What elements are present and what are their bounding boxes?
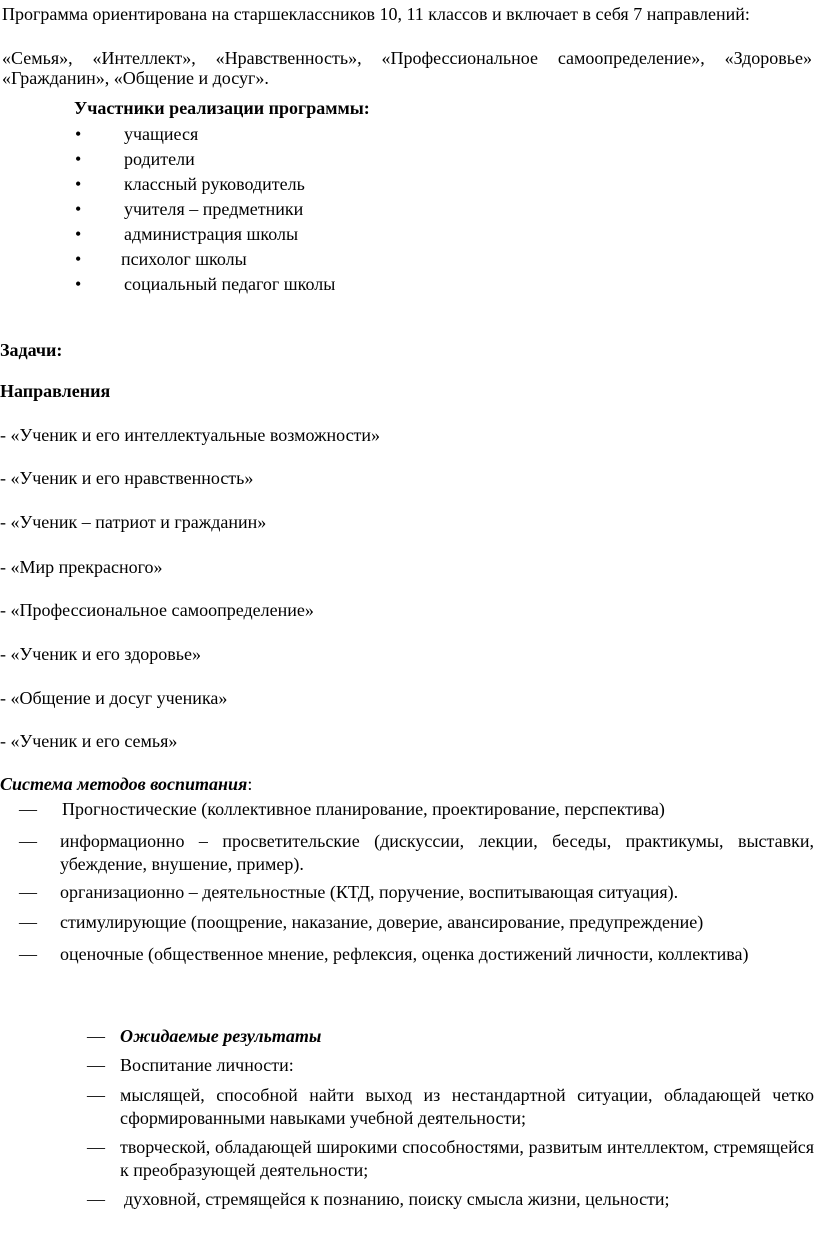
- dash-icon: —: [87, 1055, 105, 1075]
- dash-icon: —: [87, 1189, 105, 1209]
- directions-heading: Направления: [0, 381, 111, 401]
- bullet-icon: •: [75, 274, 82, 294]
- dash-icon: —: [19, 944, 37, 964]
- bullet-icon: •: [75, 249, 82, 269]
- method-item: — стимулирующие (поощрение, наказание, доверие, авансирование, предупреждение): [19, 912, 704, 932]
- result-item: — творческой, обладающей широкими способностями, развитым интеллектом, стремящейся к преобразующей деятельности;: [87, 1137, 814, 1180]
- method-item: — Прогностические (коллективное планирование, проектирование, перспектива): [19, 799, 665, 819]
- bullet-icon: •: [75, 174, 82, 194]
- dash-icon: —: [19, 799, 37, 819]
- dash-icon: —: [19, 912, 37, 932]
- direction-item: - «Ученик – патриот и гражданин»: [0, 512, 267, 532]
- dash-icon: —: [19, 882, 37, 902]
- result-item: — Воспитание личности:: [87, 1055, 294, 1075]
- bullet-icon: •: [75, 224, 82, 244]
- direction-item: - «Профессиональное самоопределение»: [0, 600, 314, 620]
- dash-icon: —: [87, 1137, 105, 1157]
- results-title: — Ожидаемые результаты: [87, 1026, 322, 1046]
- result-item: — мыслящей, способной найти выход из нестандартной ситуации, обладающей четко сформированными навыками учебной деятельности;: [87, 1085, 814, 1128]
- methods-title: Система методов воспитания:: [0, 774, 253, 794]
- direction-item: - «Ученик и его интеллектуальные возможности»: [0, 425, 381, 445]
- dash-icon: —: [87, 1026, 105, 1046]
- direction-item: - «Общение и досуг ученика»: [0, 688, 228, 708]
- dash-icon: —: [87, 1085, 105, 1105]
- intro-paragraph-2: «Семья», «Интеллект», «Нравственность», «Профессиональное самоопределение», «Здоровье» «Гражданин», «Общение и досуг».: [2, 48, 812, 88]
- direction-item: - «Ученик и его здоровье»: [0, 644, 201, 664]
- method-item: — оценочные (общественное мнение, рефлексия, оценка достижений личности, коллектива): [19, 944, 749, 964]
- tasks-heading: Задачи:: [0, 340, 63, 360]
- method-item: — организационно – деятельностные (КТД, поручение, воспитывающая ситуация).: [19, 882, 679, 902]
- bullet-icon: •: [75, 149, 82, 169]
- dash-icon: —: [19, 831, 37, 851]
- bullet-icon: •: [75, 124, 82, 144]
- direction-item: - «Мир прекрасного»: [0, 557, 163, 577]
- intro-paragraph-1: Программа ориентирована на старшеклассников 10, 11 классов и включает в себя 7 направлений:: [2, 4, 750, 24]
- direction-item: - «Ученик и его нравственность»: [0, 468, 254, 488]
- method-item: — информационно – просветительские (дискуссии, лекции, беседы, практикумы, выставки, убеждение, внушение, пример).: [19, 831, 814, 874]
- result-item: — духовной, стремящейся к познанию, поиску смысла жизни, цельности;: [87, 1189, 670, 1209]
- direction-item: - «Ученик и его семья»: [0, 731, 178, 751]
- participants-title: Участники реализации программы:: [74, 98, 370, 118]
- bullet-icon: •: [75, 199, 82, 219]
